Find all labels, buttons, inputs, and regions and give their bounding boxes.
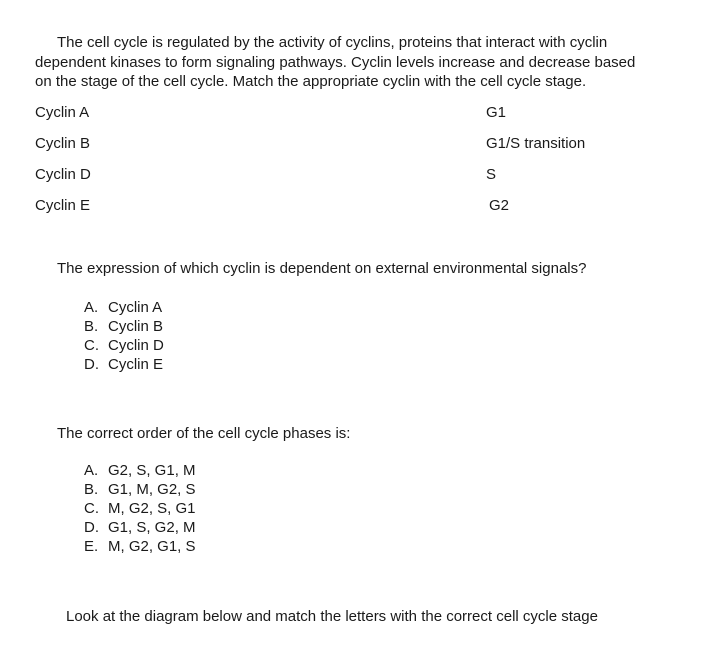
q2-option-letter: E. (84, 538, 99, 555)
q2-option-letter: C. (84, 500, 99, 517)
question-3-text: Look at the diagram below and match the letters with the correct cell cycle stage (66, 608, 598, 625)
question-1-options (84, 298, 164, 374)
intro-line-1: The cell cycle is regulated by the activity of cyclins, proteins that interact with cyclin (57, 34, 608, 51)
question-1-text: The expression of which cyclin is dependent on external environmental signals? (57, 260, 587, 277)
q1-option-text: Cyclin B (108, 318, 164, 335)
cyclin-b-label: Cyclin B (35, 135, 91, 152)
q2-option-text: M, G2, G1, S (108, 538, 196, 555)
intro-paragraph (35, 33, 675, 92)
q1-option-letter: D. (84, 356, 99, 373)
q2-option-d (84, 518, 196, 537)
stage-g1s-label: G1/S transition (486, 135, 586, 152)
q2-option-letter: D. (84, 519, 99, 536)
q1-option-text: Cyclin E (108, 356, 164, 373)
q2-option-text: G1, S, G2, M (108, 519, 196, 536)
q2-option-text: G1, M, G2, S (108, 481, 196, 498)
q1-option-letter: B. (84, 318, 99, 335)
q2-option-e (84, 537, 196, 556)
q1-option-letter: C. (84, 337, 99, 354)
q2-option-c (84, 499, 196, 518)
question-2-text: The correct order of the cell cycle phases is: (57, 425, 351, 442)
q1-option-b (84, 317, 164, 336)
q2-option-b (84, 480, 196, 499)
stage-g1-label: G1 (486, 104, 507, 121)
intro-line-3: on the stage of the cell cycle. Match the appropriate cyclin with the cell cycle stage. (35, 73, 587, 90)
q1-option-c (84, 336, 164, 355)
stage-s-label: S (486, 166, 497, 183)
cyclin-e-label: Cyclin E (35, 197, 91, 214)
q2-option-letter: A. (84, 462, 99, 479)
q2-option-letter: B. (84, 481, 99, 498)
q2-option-a (84, 461, 196, 480)
q1-option-text: Cyclin D (108, 337, 164, 354)
q1-option-d (84, 355, 164, 374)
cyclin-d-label: Cyclin D (35, 166, 91, 183)
stage-g2-label: G2 (489, 197, 510, 214)
question-2-options (84, 461, 196, 556)
cyclin-a-label: Cyclin A (35, 104, 90, 121)
q1-option-a (84, 298, 164, 317)
q1-option-text: Cyclin A (108, 299, 163, 316)
intro-line-2: dependent kinases to form signaling pathways. Cyclin levels increase and decrease based (35, 53, 636, 71)
q2-option-text: M, G2, S, G1 (108, 500, 196, 517)
q1-option-letter: A. (84, 299, 99, 316)
q2-option-text: G2, S, G1, M (108, 462, 196, 479)
